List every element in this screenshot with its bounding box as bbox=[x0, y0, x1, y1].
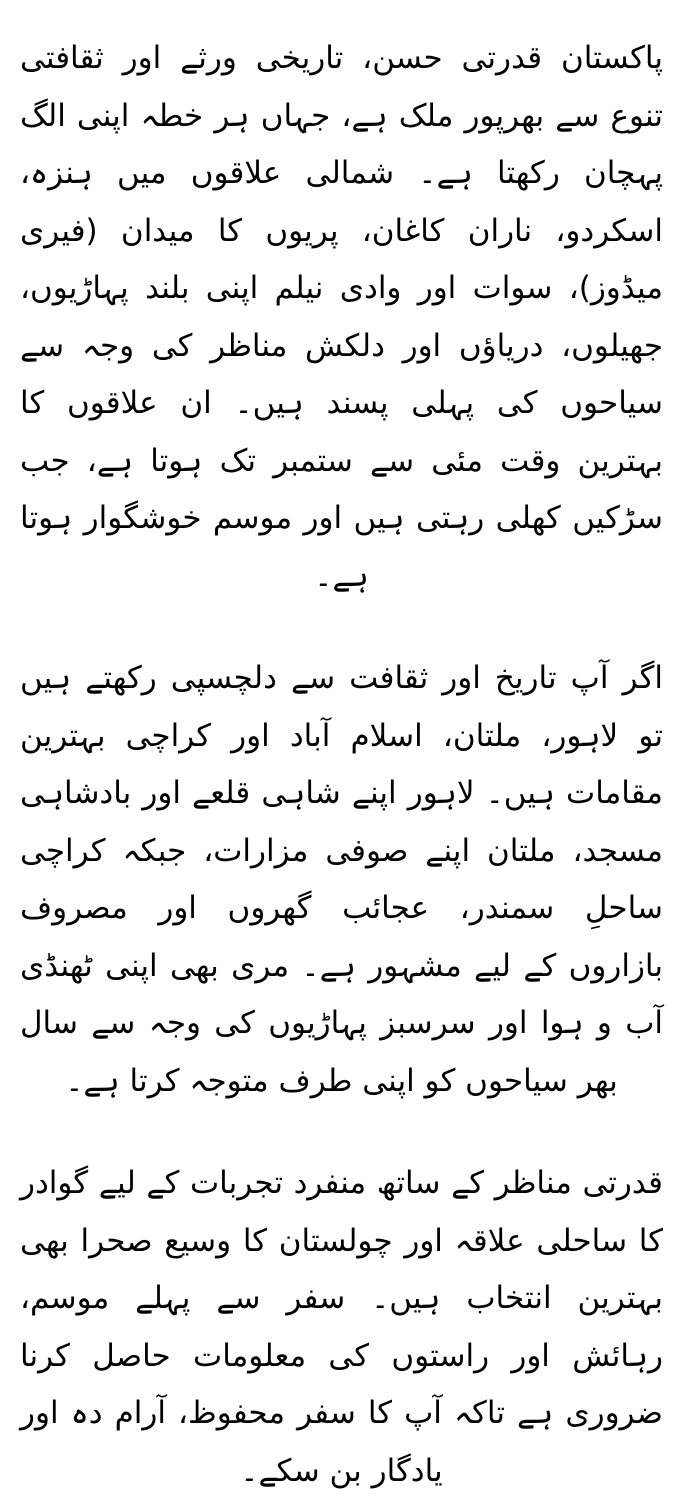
paragraph-northern-areas: پاکستان قدرتی حسن، تاریخی ورثے اور ثقافتی تنوع سے بھرپور ملک ہے، جہاں ہر خطہ اپنی الگ پہچان رکھتا ہے۔ شمالی علاقوں میں ہنزہ، اسکردو، ناران کاغان، پریوں کا میدان (فیری میڈوز)، سوات اور وادی نیلم اپنی بلند پہاڑیوں، جھیلوں، دریاؤں اور دلکش مناظر کی وجہ سے سیاحوں کی پہلی پسند ہیں۔ ان علاقوں کا بہترین وقت مئی سے ستمبر تک ہوتا ہے، جب سڑکیں کھلی رہتی ہیں اور موسم خوشگوار ہوتا ہے۔ bbox=[20, 40, 663, 594]
paragraph-coast-desert: قدرتی مناظر کے ساتھ منفرد تجربات کے لیے گوادر کا ساحلی علاقہ اور چولستان کا وسیع صحرا بھی بہترین انتخاب ہیں۔ سفر سے پہلے موسم، رہائش اور راستوں کی معلومات حاصل کرنا ضروری ہے تاکہ آپ کا سفر محفوظ، آرام دہ اور یادگار بن سکے۔ bbox=[20, 1165, 663, 1489]
paragraph-history-culture: اگر آپ تاریخ اور ثقافت سے دلچسپی رکھتے ہیں تو لاہور، ملتان، اسلام آباد اور کراچی بہترین مقامات ہیں۔ لاہور اپنے شاہی قلعے اور بادشاہی مسجد، ملتان اپنے صوفی مزارات، جبکہ کراچی ساحلِ سمندر، عجائب گھروں اور مصروف بازاروں کے لیے مشہور ہے۔ مری بھی اپنی ٹھنڈی آب و ہوا اور سرسبز پہاڑیوں کی وجہ سے سال بھر سیاحوں کو اپنی طرف متوجہ کرتا ہے۔ bbox=[20, 660, 663, 1099]
